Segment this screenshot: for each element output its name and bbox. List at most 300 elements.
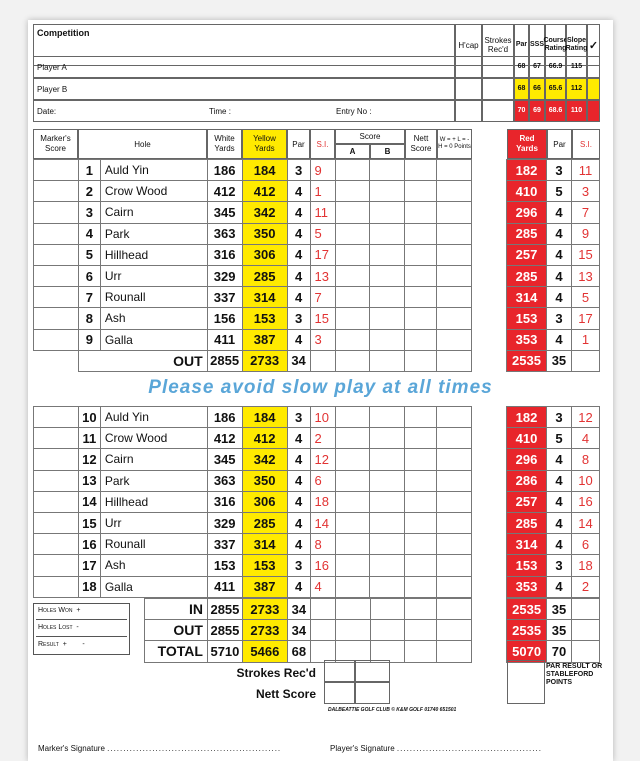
nett-score-cell[interactable] [405,470,437,491]
yellow-yards: 285 [242,512,287,533]
score-b-cell[interactable] [370,470,405,491]
points-cell[interactable] [437,491,472,512]
hole-number: 1 [78,160,100,181]
white-yards: 153 [207,555,242,576]
hole-row [34,407,600,428]
points-cell[interactable] [437,265,472,286]
yellow-sss [529,78,545,100]
hole-si: 12 [310,449,335,470]
red-par: 3 [546,308,571,329]
strokes-recd-label-bottom: Strokes Rec'd [236,666,316,680]
hole-name: Ash [100,308,207,329]
red-si: 10 [571,470,599,491]
out-total-row [34,350,600,371]
hole-par: 4 [287,428,310,449]
markers-score-cell[interactable] [34,308,79,329]
gap [472,129,507,159]
red-si: 12 [571,407,599,428]
hole-number: 16 [78,534,100,555]
markers-score-cell[interactable] [34,576,79,597]
tick-icon: ✓ [588,39,599,52]
yellow-par-value: 68 [517,85,526,92]
yellow-slope-value: 112 [570,85,583,92]
red-yards: 410 [506,181,546,202]
score-b-cell[interactable] [370,181,405,202]
gap-cell [472,407,507,428]
col-points [437,129,472,159]
red-course-rating [545,100,566,122]
nett-score-cell[interactable] [405,223,437,244]
gap-cell [472,449,507,470]
red-yards: 353 [506,329,546,350]
points-label: W = + L = - H = 0 Points [438,137,471,150]
back-nine-table [33,406,600,598]
red-si: 1 [571,329,599,350]
par-result-box[interactable] [507,660,545,704]
red-par: 5 [546,181,571,202]
total-points[interactable] [437,599,472,620]
white-yards: 156 [207,308,242,329]
gap-cell [472,223,507,244]
points-cell[interactable] [437,329,472,350]
total-red-par: 35 [547,599,572,620]
points-cell[interactable] [437,407,472,428]
markers-score-cell[interactable] [34,512,79,533]
hole-number: 3 [78,202,100,223]
total-yellow: 5466 [242,641,287,662]
yellow-tick [587,78,600,100]
nett-score-label-bottom: Nett Score [255,687,316,701]
points-cell[interactable] [437,555,472,576]
score-b-cell[interactable] [370,329,405,350]
total-score-a[interactable] [335,641,370,662]
markers-score-cell[interactable] [34,202,79,223]
white-par-value: 68 [517,63,526,70]
markers-score-cell[interactable] [34,555,79,576]
total-score-b[interactable] [370,620,405,641]
white-yards: 412 [207,181,242,202]
hole-si: 17 [310,244,335,265]
points-cell[interactable] [437,470,472,491]
total-points[interactable] [437,620,472,641]
red-par-value: 70 [517,107,526,114]
red-par: 4 [547,491,572,512]
red-si: 4 [571,428,599,449]
score-b-cell[interactable] [370,428,405,449]
yellow-yards: 314 [242,534,287,555]
score-a-cell[interactable] [335,308,370,329]
out-points[interactable] [437,350,472,371]
score-a-cell[interactable] [335,244,370,265]
markers-score-cell[interactable] [34,491,79,512]
white-course-rating [545,56,566,78]
red-par: 4 [546,223,571,244]
markers-score-cell[interactable] [34,449,79,470]
red-si-col-label: S.I. [579,139,592,149]
white-yards: 329 [207,265,242,286]
white-yards: 363 [207,470,242,491]
hole-number: 18 [78,576,100,597]
total-red-si-blank [572,620,600,641]
total-red-si-blank [572,599,600,620]
hole-si: 5 [310,223,335,244]
strokes-recd-a[interactable] [324,660,355,682]
hole-par: 3 [287,308,310,329]
points-cell[interactable] [437,449,472,470]
hole-name: Crow Wood [100,181,207,202]
hole-par: 3 [287,160,310,181]
nett-score-cell[interactable] [405,449,437,470]
hole-par: 4 [287,470,310,491]
hole-si: 9 [310,160,335,181]
white-yards: 345 [207,449,242,470]
player-a-strokes [482,56,514,78]
nett-score-cell[interactable] [405,308,437,329]
score-b-cell[interactable] [370,244,405,265]
out-nett[interactable] [405,350,437,371]
players-signature-line[interactable]: Player's Signature ............................................. [330,744,542,753]
nett-score-cell[interactable] [405,287,437,308]
gap-cell [472,576,507,597]
red-par: 4 [546,244,571,265]
yellow-yards: 412 [242,181,287,202]
nett-score-cell[interactable] [405,534,437,555]
white-course-rating-value: 66.9 [548,63,563,70]
markers-score-cell[interactable] [34,181,79,202]
hole-row [34,576,600,597]
nett-score-cell[interactable] [405,555,437,576]
out-white: 2855 [207,350,242,371]
score-b-cell[interactable] [370,449,405,470]
total-score-b[interactable] [370,641,405,662]
points-cell[interactable] [437,181,472,202]
gap-cell [472,599,507,620]
points-cell[interactable] [437,244,472,265]
points-cell[interactable] [437,308,472,329]
gap-cell [472,202,507,223]
score-b-cell[interactable] [370,491,405,512]
score-b-cell[interactable] [370,265,405,286]
score-b-cell[interactable] [370,576,405,597]
nett-score-cell[interactable] [405,329,437,350]
red-par: 3 [546,160,571,181]
score-b-cell[interactable] [370,512,405,533]
total-white: 5710 [207,641,242,662]
total-row [145,620,600,641]
nett-score-cell[interactable] [405,202,437,223]
col-markers-score [33,129,78,159]
yellow-yards: 153 [242,308,287,329]
hole-par: 4 [287,202,310,223]
nett-score-b[interactable] [355,682,390,704]
hole-row [34,470,600,491]
holes-summary-box [33,603,130,655]
hole-row [34,449,600,470]
hole-row [34,555,600,576]
hole-par: 4 [287,491,310,512]
markers-score-cell[interactable] [34,329,79,350]
markers-score-cell[interactable] [34,265,79,286]
hole-par: 4 [287,329,310,350]
player-b-label: Player B [37,84,68,94]
total-nett[interactable] [405,599,437,620]
score-b-cell[interactable] [370,160,405,181]
white-par [514,56,529,78]
holes-lost-label: Holes Lost [38,624,73,631]
hole-par: 3 [287,555,310,576]
total-score-a[interactable] [335,620,370,641]
points-cell[interactable] [437,428,472,449]
score-a-cell[interactable] [335,329,370,350]
hole-row [34,534,600,555]
hole-par: 4 [287,512,310,533]
yellow-yards: 314 [242,287,287,308]
hole-si: 8 [310,534,335,555]
red-si: 18 [571,555,599,576]
score-a-cell[interactable] [335,576,370,597]
score-a-cell[interactable] [335,160,370,181]
hole-par: 4 [287,244,310,265]
holes-divider-1 [36,619,127,620]
player-b-hcap [455,78,482,100]
total-yellow: 2733 [242,620,287,641]
gap-cell [472,244,507,265]
player-b-strokes [482,78,514,100]
total-red-par: 35 [547,620,572,641]
markers-score-cell[interactable] [34,244,79,265]
red-yards: 285 [506,223,546,244]
nett-score-cell[interactable] [405,428,437,449]
players-signature-label: Player's Signature [330,744,395,753]
points-cell[interactable] [437,287,472,308]
score-a-cell[interactable] [335,428,370,449]
nett-score-cell[interactable] [405,160,437,181]
points-cell[interactable] [437,576,472,597]
total-par: 68 [287,641,310,662]
sss-label: SSS [530,41,545,48]
col-red-si [572,129,600,159]
white-yards: 186 [207,407,242,428]
total-score-b[interactable] [370,599,405,620]
yellow-yards: 412 [242,428,287,449]
red-si: 17 [571,308,599,329]
hole-si: 2 [310,428,335,449]
red-yards: 286 [507,470,547,491]
hole-row [34,223,600,244]
hole-si: 14 [310,512,335,533]
time-label: Time : [209,106,231,116]
yellow-yards: 306 [242,244,287,265]
hole-number: 2 [78,181,100,202]
nett-score-cell[interactable] [405,407,437,428]
score-a-cell[interactable] [335,512,370,533]
nett-score-cell[interactable] [405,491,437,512]
slope-rating-label: Slope Rating [565,37,588,52]
total-si-blank [310,641,335,662]
white-yards: 411 [207,576,242,597]
red-course-rating-value: 68.6 [548,107,563,114]
nett-score-cell[interactable] [405,265,437,286]
gap-cell [472,308,507,329]
total-red: 2535 [507,620,547,641]
hole-row [34,287,600,308]
white-yards: 329 [207,512,242,533]
red-si: 8 [571,449,599,470]
score-a-cell[interactable] [335,223,370,244]
result-plus: + [62,641,67,648]
points-cell[interactable] [437,534,472,555]
yellow-yards: 350 [242,223,287,244]
col-red-par [547,129,572,159]
score-b-cell[interactable] [370,287,405,308]
gap-cell [472,181,507,202]
white-yards: 345 [207,202,242,223]
nett-score-cell[interactable] [405,244,437,265]
markers-score-cell[interactable] [34,470,79,491]
red-yards: 257 [507,491,547,512]
hole-number: 14 [78,491,100,512]
score-a-cell[interactable] [335,534,370,555]
total-label: IN [145,599,208,620]
markers-score-cell[interactable] [34,407,79,428]
white-yards: 411 [207,329,242,350]
points-cell[interactable] [437,160,472,181]
col-score-b [370,144,405,159]
red-si: 6 [571,534,599,555]
white-yards: 186 [207,160,242,181]
hole-number: 10 [78,407,100,428]
out-score-a[interactable] [335,350,370,371]
score-a-cell[interactable] [335,202,370,223]
hole-par: 3 [287,407,310,428]
score-a-cell[interactable] [335,449,370,470]
hole-row [34,202,600,223]
yellow-yards: 350 [242,470,287,491]
red-slope-value: 110 [570,107,583,114]
hole-number: 6 [78,265,100,286]
total-score-a[interactable] [335,599,370,620]
hole-par: 4 [287,223,310,244]
total-points[interactable] [437,641,472,662]
score-b-cell[interactable] [370,223,405,244]
hole-name: Hillhead [100,244,207,265]
competition-label: Competition [37,28,90,38]
nett-score-cell[interactable] [405,181,437,202]
red-par: 4 [546,329,571,350]
score-a-cell[interactable] [335,265,370,286]
score-a-cell[interactable] [335,555,370,576]
col-par [287,129,310,159]
result-label: Result [38,641,59,648]
out-score-b[interactable] [370,350,405,371]
points-cell[interactable] [437,512,472,533]
nett-score-a[interactable] [324,682,355,704]
out-par: 34 [287,350,310,371]
yellow-yards: 306 [242,491,287,512]
hole-row [34,265,600,286]
totals-table [144,598,600,663]
markers-score-cell[interactable] [34,160,79,181]
out-label: OUT [78,350,207,371]
date-label: Date: [37,106,57,116]
total-si-blank [310,620,335,641]
score-b-cell[interactable] [370,555,405,576]
scorecard [28,20,613,761]
nett-score-cell[interactable] [405,576,437,597]
nett-score-label: Nett Score [410,134,432,153]
total-nett[interactable] [405,620,437,641]
red-si: 5 [571,287,599,308]
hole-number: 5 [78,244,100,265]
white-yards: 412 [207,428,242,449]
red-par: 4 [547,534,572,555]
markers-score-cell[interactable] [34,428,79,449]
out-red: 2535 [506,350,546,371]
hole-par: 4 [287,534,310,555]
score-a-cell[interactable] [335,491,370,512]
points-cell[interactable] [437,202,472,223]
gap-cell [472,160,507,181]
yellow-yards: 285 [242,265,287,286]
yellow-course-rating [545,78,566,100]
markers-score-label: Marker's Score [40,134,71,153]
strokes-recd-label: Strokes Rec'd [484,36,512,54]
red-par: 4 [546,265,571,286]
yellow-yards-label: Yellow Yards [253,134,276,153]
score-b-cell[interactable] [370,534,405,555]
holes-lost-sign: - [76,624,79,631]
col-red-yards [507,129,547,159]
markers-score-cell[interactable] [34,223,79,244]
white-tick [587,56,600,78]
total-row [145,641,600,662]
hole-par: 4 [287,287,310,308]
col-white-yards [207,129,242,159]
score-a-cell[interactable] [335,181,370,202]
score-a-cell[interactable] [335,407,370,428]
hole-name: Hillhead [100,491,207,512]
points-cell[interactable] [437,223,472,244]
gap-cell [472,620,507,641]
score-a-cell[interactable] [335,470,370,491]
gap-cell [472,641,507,662]
score-b-cell[interactable] [370,202,405,223]
player-a-field [33,56,455,78]
score-b-cell[interactable] [370,308,405,329]
score-a-cell[interactable] [335,287,370,308]
hole-name: Park [100,470,207,491]
total-nett[interactable] [405,641,437,662]
markers-score-cell[interactable] [34,534,79,555]
red-par: 4 [546,287,571,308]
red-slope [566,100,587,122]
total-red: 2535 [507,599,547,620]
markers-score-cell[interactable] [34,287,79,308]
total-white: 2855 [207,599,242,620]
hole-par: 4 [287,265,310,286]
red-si: 15 [571,244,599,265]
strokes-recd-b[interactable] [355,660,390,682]
player-a-label: Player A [37,62,67,72]
red-par: 5 [547,428,572,449]
yellow-yards: 387 [242,576,287,597]
score-b-cell[interactable] [370,407,405,428]
score-b-label: B [384,147,391,156]
nett-score-cell[interactable] [405,512,437,533]
yellow-yards: 153 [242,555,287,576]
red-par: 3 [547,555,572,576]
markers-signature-line[interactable]: Marker's Signature ...................................................... [38,744,282,753]
